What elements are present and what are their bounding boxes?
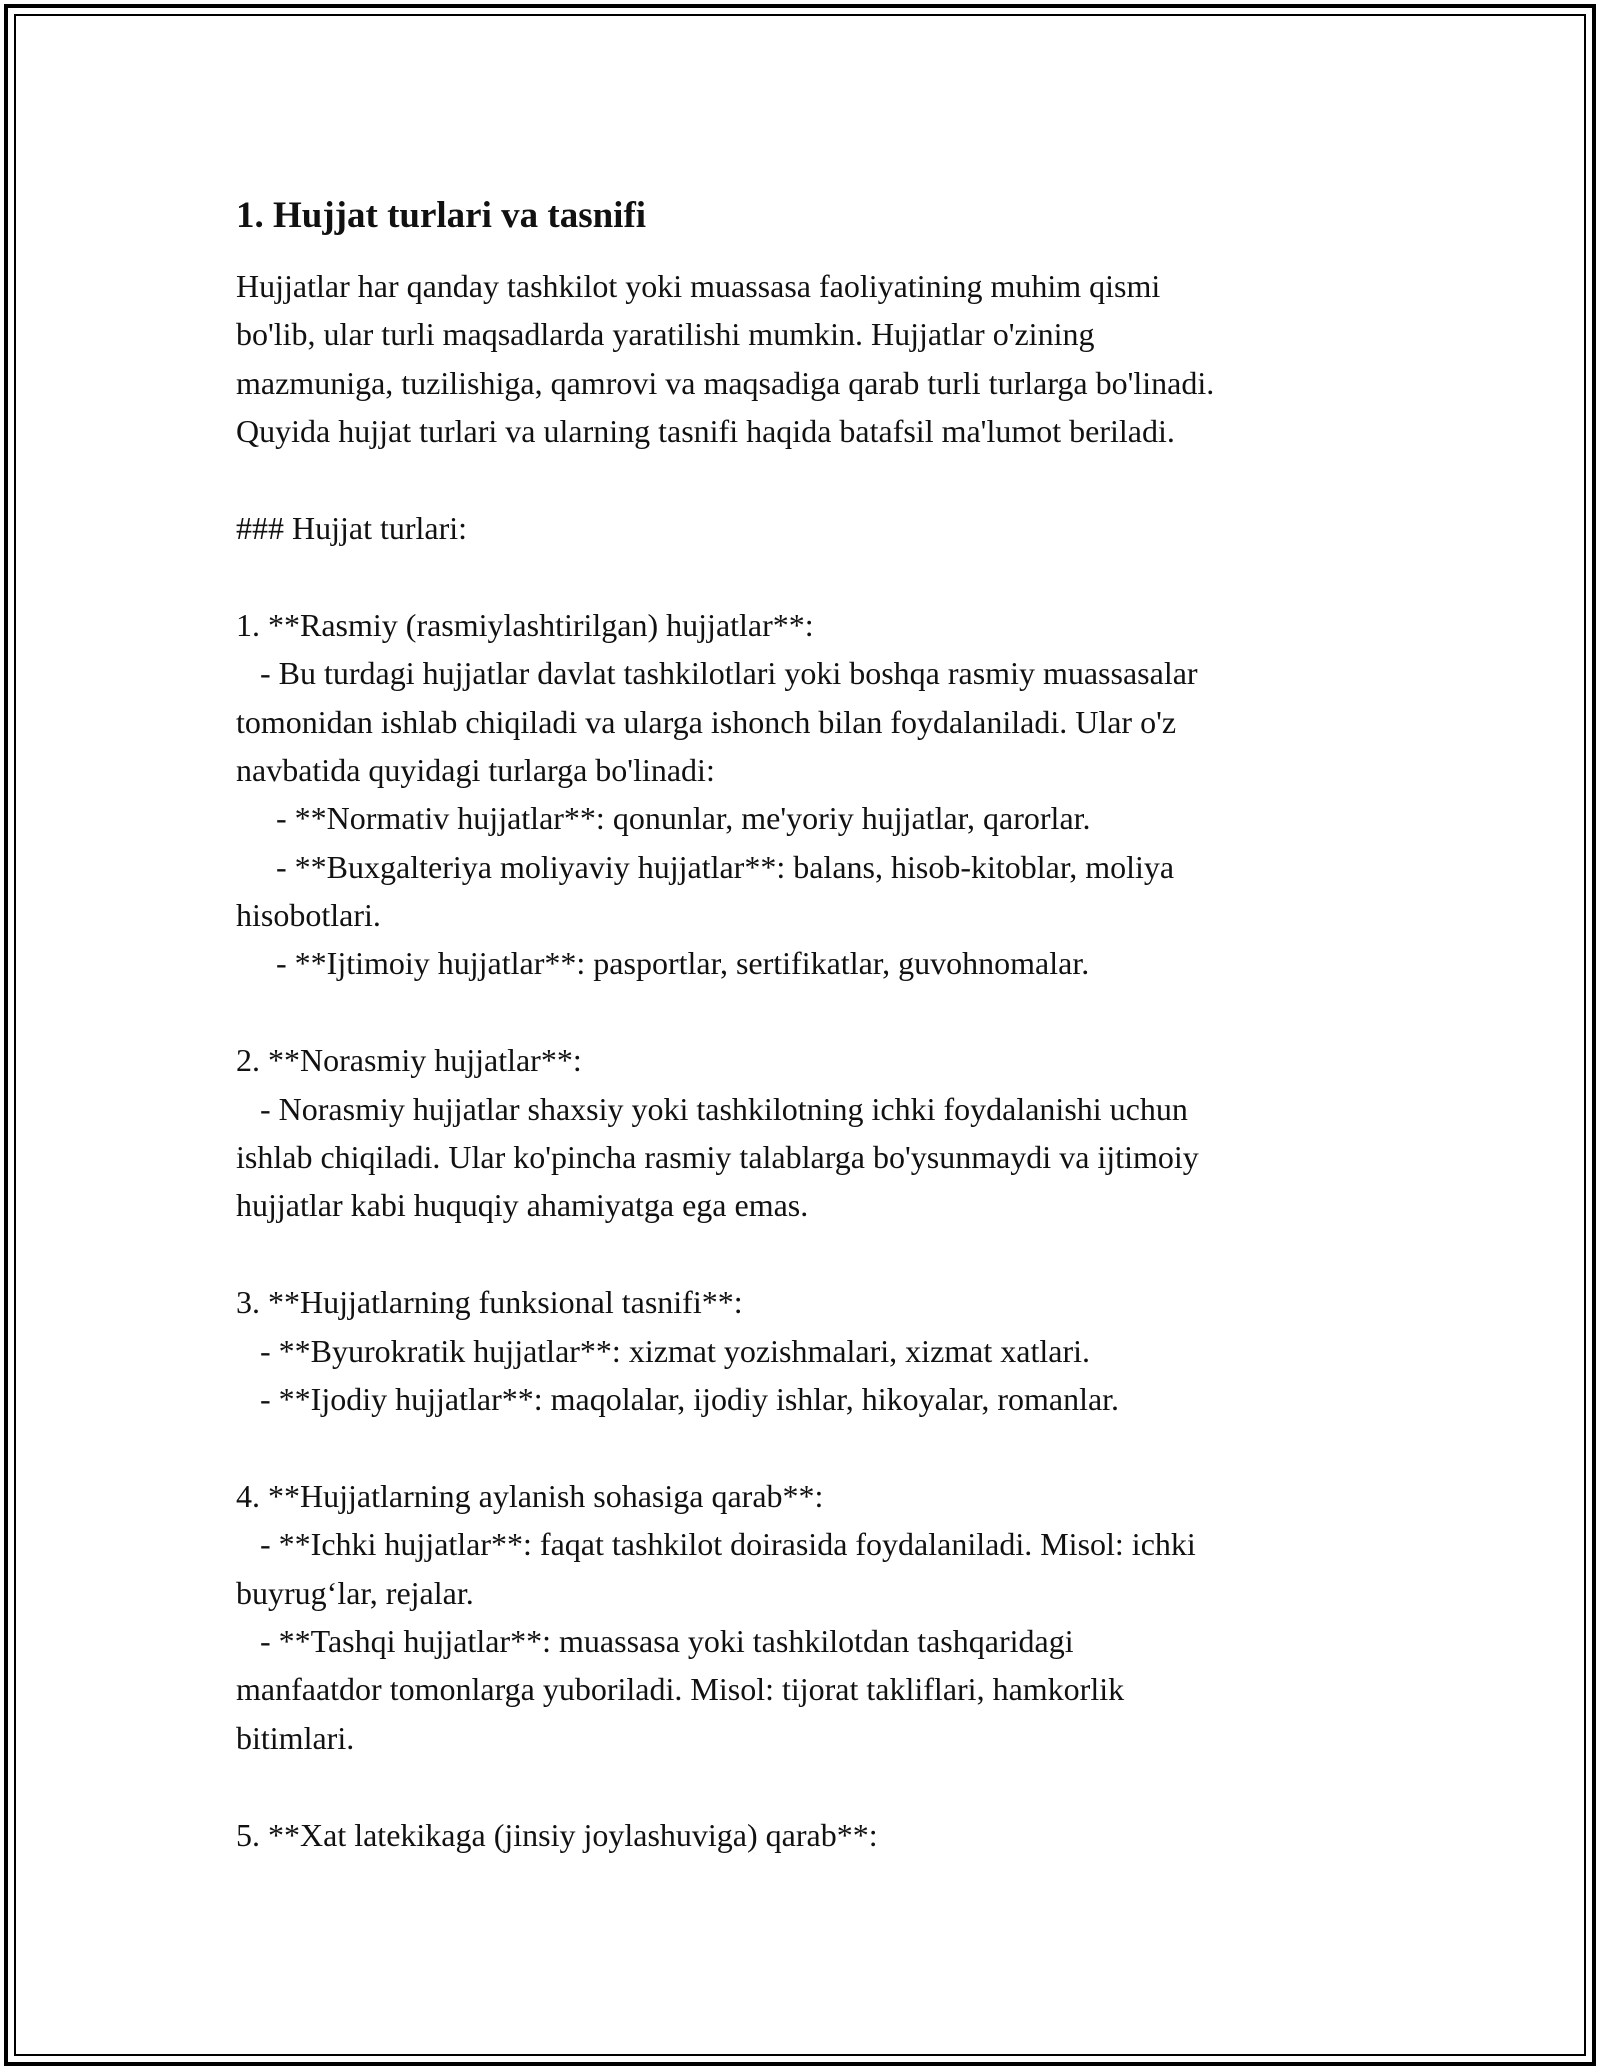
text-line: buyrug‘lar, rejalar.	[236, 1574, 474, 1611]
text-line: - Bu turdagi hujjatlar davlat tashkilotlari yoki boshqa rasmiy muassasalar	[236, 655, 1198, 692]
text-line: Quyida hujjat turlari va ularning tasnifi haqida batafsil ma'lumot beriladi.	[236, 413, 1175, 450]
document-body	[236, 186, 1386, 1859]
text-line	[236, 1762, 1386, 1810]
text-line: 3. **Hujjatlarning funksional tasnifi**:	[236, 1284, 743, 1321]
text-line: 5. **Xat latekikaga (jinsiy joylashuviga) qarab**:	[236, 1816, 878, 1853]
text-line: - **Tashqi hujjatlar**: muassasa yoki tashkilotdan tashqaridagi	[236, 1622, 1074, 1659]
document-title: 1. Hujjat turlari va tasnifi	[236, 195, 647, 236]
text-line: hujjatlar kabi huquqiy ahamiyatga ega emas.	[236, 1187, 809, 1224]
text-line: manfaatdor tomonlarga yuboriladi. Misol: tijorat takliflari, hamkorlik	[236, 1671, 1125, 1708]
document-lines	[236, 262, 1386, 1859]
text-line: 1. **Rasmiy (rasmiylashtirilgan) hujjatlar**:	[236, 606, 814, 643]
text-line: Hujjatlar har qanday tashkilot yoki muassasa faoliyatining muhim qismi	[236, 268, 1161, 304]
text-line: - **Byurokratik hujjatlar**: xizmat yozishmalari, xizmat xatlari.	[236, 1332, 1090, 1369]
text-line	[236, 456, 1386, 504]
text-line	[236, 1423, 1386, 1471]
text-line: mazmuniga, tuzilishiga, qamrovi va maqsadiga qarab turli turlarga bo'linadi.	[236, 364, 1215, 401]
text-line: - **Ichki hujjatlar**: faqat tashkilot doirasida foydalaniladi. Misol: ichki	[236, 1526, 1196, 1563]
text-line: 2. **Norasmiy hujjatlar**:	[236, 1042, 582, 1079]
text-line: - Norasmiy hujjatlar shaxsiy yoki tashkilotning ichki foydalanishi uchun	[236, 1090, 1188, 1127]
text-line: - **Normativ hujjatlar**: qonunlar, me'yoriy hujjatlar, qarorlar.	[236, 800, 1091, 837]
text-line	[236, 552, 1386, 600]
text-line: - **Ijtimoiy hujjatlar**: pasportlar, sertifikatlar, guvohnomalar.	[236, 945, 1090, 982]
text-line: ### Hujjat turlari:	[236, 509, 468, 546]
text-line: - **Ijodiy hujjatlar**: maqolalar, ijodiy ishlar, hikoyalar, romanlar.	[236, 1380, 1120, 1417]
text-line: navbatida quyidagi turlarga bo'linadi:	[236, 751, 715, 788]
text-line: 4. **Hujjatlarning aylanish sohasiga qarab**:	[236, 1477, 824, 1514]
text-line	[236, 988, 1386, 1036]
text-line	[236, 1230, 1386, 1278]
text-line: - **Buxgalteriya moliyaviy hujjatlar**: balans, hisob-kitoblar, moliya	[236, 848, 1175, 885]
text-line: bo'lib, ular turli maqsadlarda yaratilishi mumkin. Hujjatlar o'zining	[236, 316, 1095, 353]
text-line: ishlab chiqiladi. Ular ko'pincha rasmiy talablarga bo'ysunmaydi va ijtimoiy	[236, 1139, 1199, 1176]
text-line: hisobotlari.	[236, 897, 381, 934]
text-line: bitimlari.	[236, 1719, 355, 1756]
text-line: tomonidan ishlab chiqiladi va ularga ishonch bilan foydalaniladi. Ular o'z	[236, 703, 1177, 740]
